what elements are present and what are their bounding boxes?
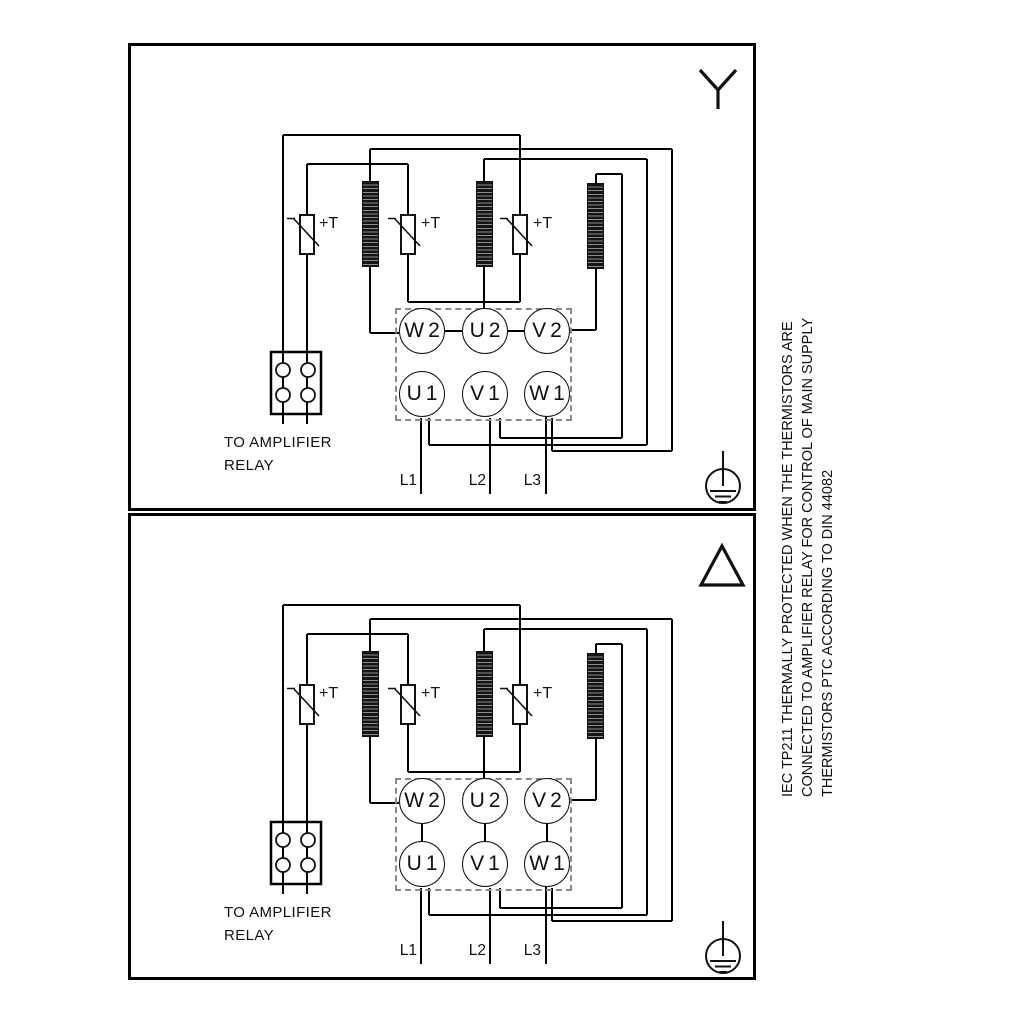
- terminal-v1: V1: [462, 841, 508, 887]
- terminal-w1: W1: [524, 371, 570, 417]
- supply-line-l1: L1: [399, 472, 417, 489]
- motor-winding-coil: [587, 653, 604, 739]
- side-note-line1: IEC TP211 THERMALLY PROTECTED WHEN THE THERMISTORS ARE: [780, 321, 796, 797]
- thermistor-symbol: [287, 215, 319, 254]
- side-note-line3: THERMISTORS PTC ACCORDING TO DIN 44082: [820, 469, 836, 797]
- relay-caption-line1: TO AMPLIFIER: [224, 434, 332, 451]
- thermistor-symbol: [500, 685, 532, 724]
- thermistor-symbol: [388, 215, 420, 254]
- terminal-v2: V2: [524, 778, 570, 824]
- terminal-v2: V2: [524, 308, 570, 354]
- thermistor-label: +T: [533, 215, 553, 232]
- side-note-line2: CONNECTED TO AMPLIFIER RELAY FOR CONTROL OF MAIN SUPPLY: [800, 317, 816, 797]
- terminal-w1: W1: [524, 841, 570, 887]
- side-note: [778, 317, 838, 797]
- motor-winding-coil: [476, 181, 493, 267]
- supply-line-l3: L3: [523, 942, 541, 959]
- relay-caption: [224, 901, 332, 947]
- motor-winding-coil: [587, 183, 604, 269]
- relay-terminal-block: [271, 352, 321, 414]
- thermistor-label: +T: [421, 215, 441, 232]
- motor-winding-coil: [362, 181, 379, 267]
- terminal-w2: W2: [399, 308, 445, 354]
- motor-winding-coil: [476, 651, 493, 737]
- terminal-u1: U1: [399, 371, 445, 417]
- terminal-u2: U2: [462, 778, 508, 824]
- thermistor-label: +T: [319, 215, 339, 232]
- panel-star-connection: [128, 43, 756, 511]
- terminal-u1: U1: [399, 841, 445, 887]
- terminal-w2: W2: [399, 778, 445, 824]
- relay-terminal-block: [271, 822, 321, 884]
- supply-line-l3: L3: [523, 472, 541, 489]
- supply-line-l1: L1: [399, 942, 417, 959]
- thermistor-label: +T: [421, 685, 441, 702]
- thermistor-symbol: [388, 685, 420, 724]
- supply-line-l2: L2: [468, 472, 486, 489]
- thermistor-symbol: [500, 215, 532, 254]
- relay-caption-line2: RELAY: [224, 457, 275, 474]
- relay-caption-line1: TO AMPLIFIER: [224, 904, 332, 921]
- terminal-v1: V1: [462, 371, 508, 417]
- supply-line-l2: L2: [468, 942, 486, 959]
- motor-winding-coil: [362, 651, 379, 737]
- earth-ground-icon: [706, 451, 740, 503]
- relay-caption: [224, 431, 332, 477]
- relay-caption-line2: RELAY: [224, 927, 275, 944]
- panel-delta-connection: [128, 513, 756, 980]
- earth-ground-icon: [706, 921, 740, 973]
- delta-icon: [701, 546, 743, 585]
- terminal-u2: U2: [462, 308, 508, 354]
- thermistor-label: +T: [319, 685, 339, 702]
- star-icon: [700, 70, 736, 109]
- thermistor-symbol: [287, 685, 319, 724]
- thermistor-label: +T: [533, 685, 553, 702]
